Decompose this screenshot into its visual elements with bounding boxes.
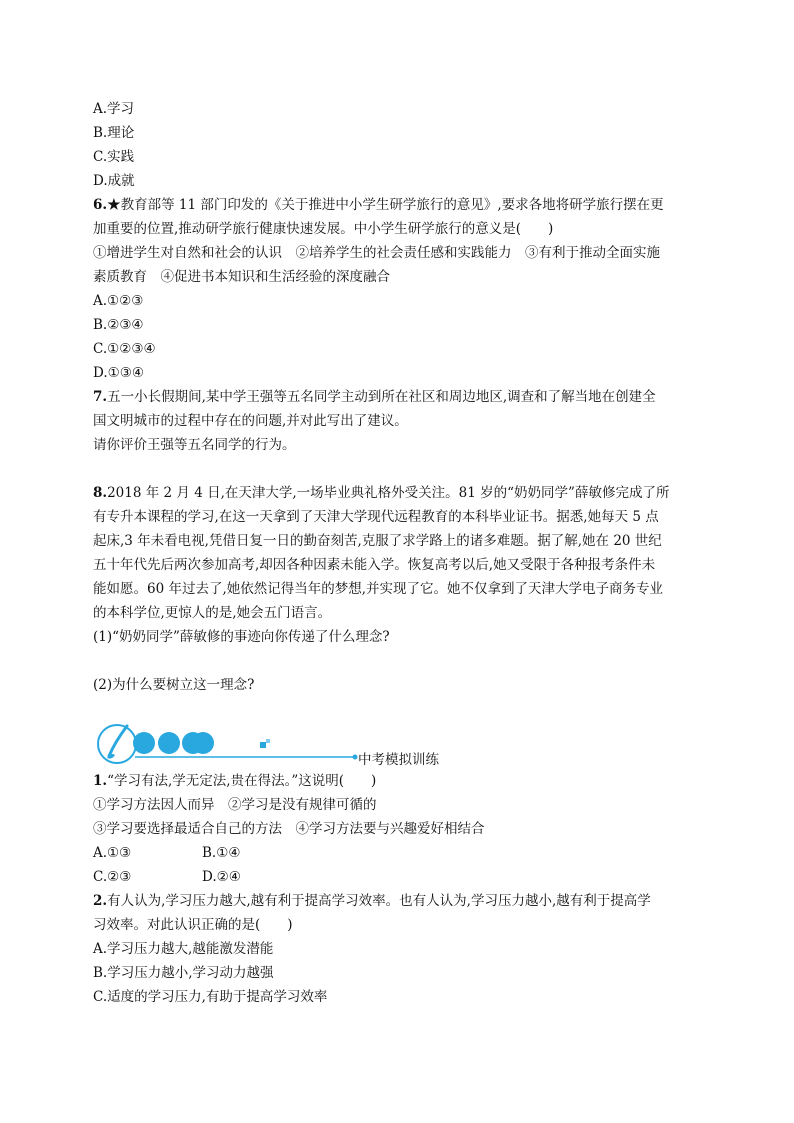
header-dot-1 (133, 732, 155, 754)
s1-option-c: C.②③ (93, 869, 132, 885)
s1-option-d: D.②④ (202, 869, 241, 885)
q6-option-b: B.②③④ (93, 317, 144, 333)
q8-line5: 能如愿。60 年过去了,她依然记得当年的梦想,并实现了它。她不仅拿到了天津大学电子商务专业 (93, 581, 664, 597)
q5-option-d: D.成就 (93, 173, 135, 189)
s1-option-a: A.①③ (93, 845, 132, 861)
q6-items-line1: ①增进学生对自然和社会的认识 ②培养学生的社会责任感和实践能力 ③有利于推动全面实施 (93, 245, 660, 261)
q8-line4: 五十年代先后两次参加高考,却因各种因素未能入学。恢复高考以后,她又受限于各种报考条件未 (93, 557, 656, 573)
q6-stem-line2: 加重要的位置,推动研学旅行健康快速发展。中小学生研学旅行的意义是( ) (93, 221, 554, 237)
q7-line2: 国文明城市的过程中存在的问题,并对此写出了建议。 (93, 413, 408, 429)
q5-option-c: C.实践 (93, 149, 135, 165)
s1-option-b: B.①④ (202, 845, 241, 861)
header-square-large (260, 742, 266, 748)
q7-text: 五一小长假期间,某中学王强等五名同学主动到所在社区和周边地区,调查和了解当地在创建全 (107, 389, 656, 405)
header-rule-end-dot (353, 755, 358, 760)
q8-line2: 有专升本课程的学习,在这一天拿到了天津大学现代远程教育的本科毕业证书。据悉,她每天 5 点 (93, 509, 659, 525)
q7-number: 7. (93, 389, 108, 405)
brush-stroke-icon (109, 726, 127, 756)
q8-sub2: (2)为什么要树立这一理念? (93, 677, 255, 693)
q6-option-d: D.①③④ (93, 365, 144, 381)
q6-option-a: A.①②③ (93, 293, 144, 309)
s2-option-c: C.适度的学习压力,有助于提高学习效率 (93, 989, 328, 1005)
q6-stem-text: ★教育部等 11 部门印发的《关于推进中小学生研学旅行的意见》,要求各地将研学旅行摆在更 (107, 197, 664, 213)
q8-line6: 的本科学位,更惊人的是,她会五门语言。 (93, 605, 332, 621)
section-header-graphic (95, 722, 505, 768)
q8-text: 2018 年 2 月 4 日,在天津大学,一场毕业典礼格外受关注。81 岁的“奶奶同学”薛敏修完成了所 (107, 485, 670, 501)
q8-sub1: (1)“奶奶同学”薛敏修的事迹向你传递了什么理念? (93, 629, 390, 645)
s1-stem-text: “学习有法,学无定法,贵在得法。”这说明( ) (107, 773, 377, 789)
section-title: 中考模拟训练 (358, 752, 439, 768)
q5-option-b: B.理论 (93, 125, 135, 141)
s2-option-a: A.学习压力越大,越能激发潜能 (93, 941, 274, 957)
s2-option-b: B.学习压力越小,学习动力越强 (93, 965, 274, 981)
header-dot-4 (192, 732, 214, 754)
header-dot-2 (158, 732, 180, 754)
q8-number: 8. (93, 485, 108, 501)
q6-option-c: C.①②③④ (93, 341, 156, 357)
s1-items-line2: ③学习要选择最适合自己的方法 ④学习方法要与兴趣爱好相结合 (93, 821, 485, 837)
s2-line2: 习效率。对此认识正确的是( ) (93, 917, 293, 933)
s2-text: 有人认为,学习压力越大,越有利于提高学习效率。也有人认为,学习压力越小,越有利于提高学 (107, 893, 651, 909)
section-header-decoration (95, 722, 505, 768)
s1-items-line1: ①学习方法因人而异 ②学习是没有规律可循的 (93, 797, 377, 813)
q6-items-line2: 素质教育 ④促进书本知识和生活经验的深度融合 (93, 269, 390, 285)
q5-option-a: A.学习 (93, 101, 135, 117)
brush-circle-icon (98, 725, 136, 763)
header-square-small (266, 739, 270, 743)
s1-stem (93, 772, 376, 790)
s2-number: 2. (93, 893, 108, 909)
q6-stem-line1 (93, 196, 664, 214)
q8-line1 (93, 484, 669, 502)
q7-line1 (93, 388, 656, 406)
q8-line3: 起床,3 年未看电视,凭借日复一日的勤奋刻苦,克服了求学路上的诸多难题。据了解,她在 20 世纪 (93, 533, 662, 549)
s1-number: 1. (93, 773, 108, 789)
q6-number: 6. (93, 197, 108, 213)
q7-prompt: 请你评价王强等五名同学的行为。 (93, 437, 296, 453)
s2-line1 (93, 892, 651, 910)
